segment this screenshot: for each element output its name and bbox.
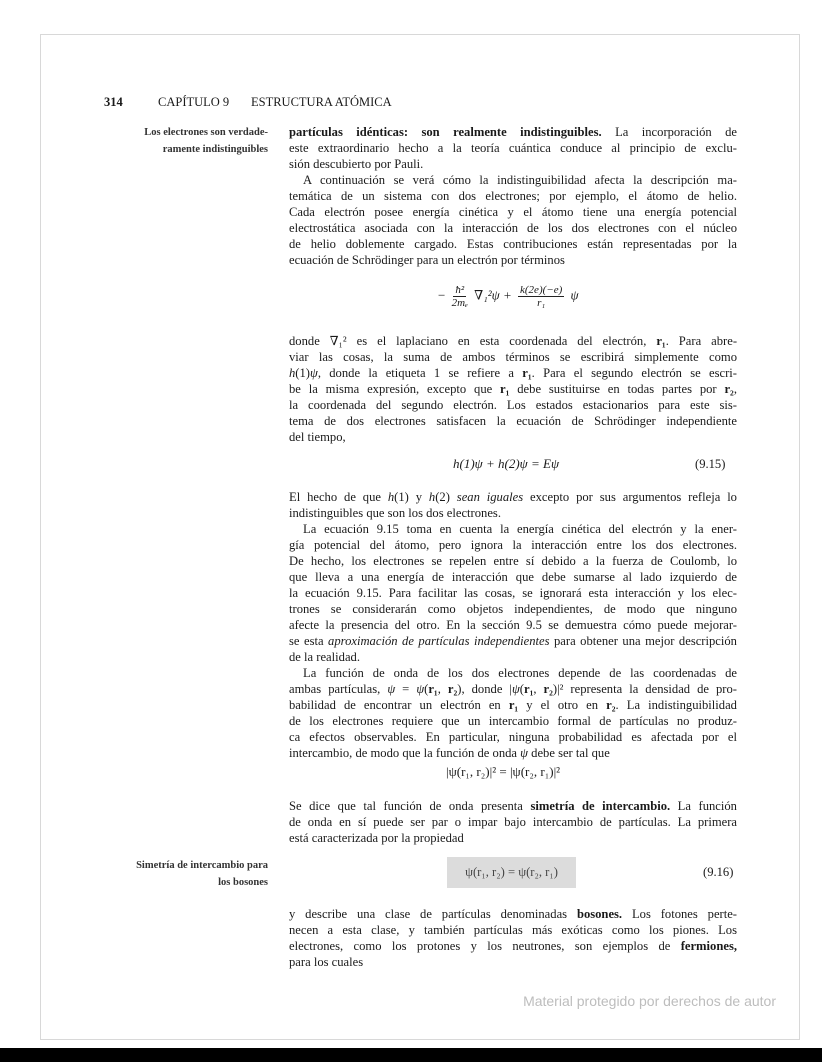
text-line xyxy=(289,681,737,697)
text-segment: ca efectos observables. En particular, ninguna probabilidad es afectada por el xyxy=(289,730,737,744)
text-segment: debe ser tal que xyxy=(528,746,610,760)
body-text-block-4 xyxy=(289,798,737,846)
equation-9-16-highlight xyxy=(447,857,576,888)
text-segment: be la misma expresión, excepto que xyxy=(289,382,501,396)
text-segment: r₂ xyxy=(606,698,616,712)
text-segment: . Para el segundo electrón se escri- xyxy=(531,366,737,380)
chapter-title: ESTRUCTURA ATÓMICA xyxy=(251,95,392,109)
text-segment: babilidad de encontrar un electrón en xyxy=(289,698,509,712)
eq-sign: − xyxy=(438,287,446,303)
text-segment: , xyxy=(533,682,544,696)
text-segment: ( xyxy=(424,682,429,696)
text-segment: excepto por sus argumentos refleja lo xyxy=(523,490,737,504)
text-segment: gía potencial del átomo, pero ignora la interacción entre los dos electrones. xyxy=(289,538,737,552)
text-segment: )|² representa la densidad de pro- xyxy=(552,682,737,696)
text-line xyxy=(289,745,737,761)
text-segment: r₂ xyxy=(447,682,458,696)
equation-number-9-15: (9.15) xyxy=(695,457,726,471)
fraction-denominator: 2mₑ xyxy=(451,297,468,309)
margin-note-indistinguishable xyxy=(98,124,268,158)
bottom-bar xyxy=(0,1048,822,1062)
text-line xyxy=(289,429,737,445)
text-segment: que lleva a una energía de interacción que debe sumarse al lado izquierdo de xyxy=(289,570,737,584)
chapter-label: CAPÍTULO 9 xyxy=(158,95,230,109)
text-segment: viar las cosas, la suma de ambos términos se escribirá simplemente como xyxy=(289,350,737,364)
margin-note-line: Los electrones son verdade- xyxy=(144,127,268,138)
text-line xyxy=(289,697,737,713)
text-segment: A continuación se verá cómo la indistinguibilidad afecta la descripción ma- xyxy=(303,173,737,187)
text-segment: bosones. xyxy=(576,907,623,921)
text-line xyxy=(289,906,737,922)
text-segment: de helio doblemente cargado. Estas contribuciones están representadas por la xyxy=(289,237,737,251)
eq-psi: ψ xyxy=(570,287,579,303)
text-segment: tema de dos electrones satisfacen la ecuación de Schrödinger independiente xyxy=(289,414,737,428)
margin-note-line: Simetría de intercambio para xyxy=(136,860,268,871)
text-line xyxy=(289,397,737,413)
text-segment: ψ xyxy=(511,682,520,696)
text-segment: , donde la etiqueta 1 se refiere a xyxy=(317,366,523,380)
text-segment: , xyxy=(733,382,737,396)
text-segment: este extraordinario hecho a la teoría cuántica conduce al principio de exclu- xyxy=(289,141,737,155)
text-line xyxy=(289,729,737,745)
text-line xyxy=(289,569,737,585)
text-segment: trones se considerarán como objetos independientes, de modo que ninguno xyxy=(289,602,737,616)
fraction-numerator: ħ² xyxy=(455,284,465,296)
text-line xyxy=(289,236,737,252)
text-segment: r₁ xyxy=(522,366,532,380)
text-line xyxy=(289,489,737,505)
text-line xyxy=(289,172,737,188)
text-segment: sión descubierto por Pauli. xyxy=(289,157,424,171)
text-line xyxy=(289,922,737,938)
text-segment: electrostática asociada con la interacción de los dos electrones con el núcleo xyxy=(289,221,737,235)
text-segment: afecte la presencia del otro. En la sección 9.5 se demuestra cómo puede mejorar- xyxy=(289,618,737,632)
text-line xyxy=(289,365,737,381)
text-line xyxy=(289,938,737,954)
text-segment: la coordenada del segundo electrón. Los estados estacionarios para este sis- xyxy=(289,398,737,412)
text-segment: La ecuación 9.15 toma en cuenta la energía cinética del electrón y la ener- xyxy=(303,522,737,536)
text-segment: La función de onda de los dos electrones depende de las coordenadas de xyxy=(303,666,737,680)
text-segment: de la realidad. xyxy=(289,650,360,664)
text-segment: r₁ xyxy=(508,698,519,712)
text-line xyxy=(289,713,737,729)
text-segment: ( xyxy=(519,682,524,696)
margin-note-line: ramente indistinguibles xyxy=(162,144,268,155)
text-segment: aproximación de partículas independientes xyxy=(328,634,550,648)
text-segment: ), donde | xyxy=(457,682,512,696)
text-segment: ψ xyxy=(416,682,425,696)
fraction-kinetic xyxy=(452,284,468,309)
text-segment: del tiempo, xyxy=(289,430,346,444)
text-line xyxy=(289,553,737,569)
text-segment: para obtener una mejor descripción xyxy=(549,634,737,648)
text-segment: Los fotones perte- xyxy=(622,907,738,921)
text-line xyxy=(289,665,737,681)
text-line xyxy=(289,954,737,970)
text-line xyxy=(289,830,737,846)
fraction-potential xyxy=(518,284,564,309)
body-text-block-2 xyxy=(289,333,737,445)
text-line xyxy=(289,814,737,830)
text-segment: ψ xyxy=(309,366,318,380)
text-segment: (2) xyxy=(435,490,457,504)
text-segment: . La indistinguibilidad xyxy=(615,698,737,712)
fraction-numerator: k(2e)(−e) xyxy=(520,284,563,296)
text-segment: de los electrones requiere que un intercambio formal de partículas no produz- xyxy=(289,714,737,728)
text-segment: h xyxy=(428,490,436,504)
text-segment: debe sustituirse en todas partes por xyxy=(509,382,725,396)
text-line xyxy=(289,617,737,633)
equation-9-15: h(1)ψ + h(2)ψ = Eψ xyxy=(453,456,560,471)
text-segment: intercambio, de modo que la función de onda xyxy=(289,746,521,760)
text-line xyxy=(289,333,737,349)
text-line xyxy=(289,413,737,429)
text-line xyxy=(289,633,737,649)
text-line xyxy=(289,188,737,204)
text-segment: donde ∇₁² es el laplaciano en esta coordenada del electrón, xyxy=(289,334,657,348)
body-text-block-5 xyxy=(289,906,737,970)
text-line xyxy=(289,220,737,236)
text-segment: h xyxy=(387,490,395,504)
text-segment: r₁ xyxy=(524,682,534,696)
equation-hamiltonian xyxy=(438,284,579,309)
page-number: 314 xyxy=(104,95,123,109)
text-segment: ψ xyxy=(520,746,528,760)
text-segment: h xyxy=(289,366,296,380)
text-segment: electrones, como los protones y los neutrones, son ejemplos de xyxy=(289,939,681,953)
text-segment: La incorporación de xyxy=(601,125,737,139)
equation-exchange-probability: |ψ(r₁, r₂)|² = |ψ(r₂, r₁)|² xyxy=(446,764,561,779)
text-line xyxy=(289,349,737,365)
text-segment: (1) y xyxy=(394,490,429,504)
body-text-block-3 xyxy=(289,489,737,761)
text-line xyxy=(289,601,737,617)
text-line xyxy=(289,381,737,397)
text-segment: = xyxy=(395,682,417,696)
text-line xyxy=(289,124,737,140)
text-segment: , xyxy=(437,682,448,696)
text-line xyxy=(289,252,737,268)
text-line xyxy=(289,585,737,601)
text-segment: Cada electrón posee energía cinética y el átomo tiene una energía potencial xyxy=(289,205,737,219)
text-line xyxy=(289,521,737,537)
text-segment: De hecho, los electrones se repelen entre sí debido a la fuerza de Coulomb, lo xyxy=(289,554,737,568)
text-segment: sean iguales xyxy=(456,490,524,504)
text-segment: r₂ xyxy=(543,682,553,696)
text-line xyxy=(289,156,737,172)
text-segment: ψ xyxy=(387,682,396,696)
text-segment: y describe una clase de partículas denominadas xyxy=(289,907,577,921)
text-segment: La función xyxy=(670,799,737,813)
text-line xyxy=(289,649,737,665)
text-segment: y el otro en xyxy=(518,698,607,712)
text-segment: El hecho de que xyxy=(289,490,388,504)
text-line xyxy=(289,204,737,220)
text-segment: r₁ xyxy=(656,334,666,348)
text-segment: de onda en sí puede ser par o impar bajo intercambio de partículas. La primera xyxy=(289,815,737,829)
text-segment: necen a esta clase, y también partículas más exóticas como los piones. Los xyxy=(289,923,737,937)
eq-laplacian-term: ∇₁²ψ + xyxy=(474,287,512,303)
text-segment: para los cuales xyxy=(289,955,364,969)
equation-number-9-16: (9.16) xyxy=(703,865,734,879)
text-segment: simetría de intercambio. xyxy=(530,799,671,813)
text-segment: fermiones, xyxy=(680,939,737,953)
text-segment: la ecuación 9.15. Para facilitar las cosas, se ignorará esta interacción y los elec- xyxy=(289,586,737,600)
text-segment: se esta xyxy=(289,634,329,648)
text-segment: está caracterizada por la propiedad xyxy=(289,831,464,845)
text-segment: partículas idénticas: son realmente indistinguibles. xyxy=(289,125,602,139)
text-line xyxy=(289,537,737,553)
text-segment: r₁ xyxy=(500,382,510,396)
equation-9-16: ψ(r₁, r₂) = ψ(r₂, r₁) xyxy=(465,865,558,879)
text-line xyxy=(289,505,737,521)
margin-note-boson-symmetry xyxy=(98,857,268,891)
copyright-watermark: Material protegido por derechos de autor xyxy=(523,993,776,1009)
text-segment: . Para abre- xyxy=(665,334,738,348)
text-segment: r₂ xyxy=(724,382,734,396)
text-segment: ecuación de Schrödinger para un electrón por términos xyxy=(289,253,565,267)
margin-note-line: los bosones xyxy=(218,877,268,888)
text-segment: r₁ xyxy=(428,682,438,696)
text-segment: indistinguibles que son los dos electrones. xyxy=(289,506,501,520)
text-segment: (1) xyxy=(295,366,310,380)
fraction-denominator: r₁ xyxy=(537,297,546,309)
text-segment: ambas partículas, xyxy=(289,682,388,696)
text-line xyxy=(289,140,737,156)
text-line xyxy=(289,798,737,814)
body-text-block-1 xyxy=(289,124,737,268)
text-segment: Se dice que tal función de onda presenta xyxy=(289,799,531,813)
text-segment: temática de un sistema con dos electrones; por ejemplo, el átomo de helio. xyxy=(289,189,737,203)
